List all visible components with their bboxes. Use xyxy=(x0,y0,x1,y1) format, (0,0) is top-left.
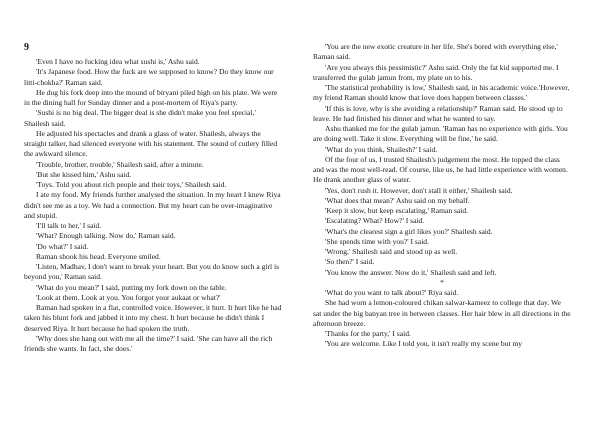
paragraph: 'What do you mean?' I said, putting my fork down on the table. xyxy=(36,282,227,292)
paragraph: 'Toys. Told you about rich people and their toys,' Shailesh said. xyxy=(36,180,227,189)
paragraph: 'Escalating? What? How?' I said. xyxy=(325,216,425,226)
paragraph: 'You are the new exotic creature in her life. She's bored with everything else,' Raman said. xyxy=(313,42,558,62)
paragraph: 'Listen, Madhav, I don't want to break your heart. But you do know such a girl is beyond you,' Raman said. xyxy=(24,262,280,282)
paragraph: 'Look at them. Look at you. You forgot your aukaat or what?' xyxy=(36,292,221,302)
paragraph: 'What does that mean?' Ashu said on my behalf. xyxy=(325,195,470,205)
paragraph: 'Keep it slow, but keep escalating,' Raman said. xyxy=(325,206,469,215)
paragraph: 'If this is love, why is she avoiding a relationship?' Raman said. He stood up to leave. He had finished his dinner and what he wanted to say. xyxy=(313,103,563,123)
paragraph: He adjusted his spectacles and drank a glass of water. Shailesh, always the straight talker, had silenced everyone with his statement. The sound of cutlery filled the awkward silence. xyxy=(24,128,278,159)
paragraph: 'You know the answer. Now do it,' Shailesh said and left. xyxy=(325,267,497,277)
paragraph: I ate my food. My friends further analysed the situation. In my heart I knew Riya didn't see me as a toy. We had a connection. But my heart can be over-imaginative and stupid. xyxy=(24,190,281,220)
paragraph: 'But she kissed him,' Ashu said. xyxy=(36,169,132,179)
paragraph: 'Do what?' I said. xyxy=(36,241,89,251)
paragraph: 'What do you want to talk about?' Riya said. xyxy=(325,288,459,297)
paragraph: 'The statistical probability is low,' Shailesh said, in his academic voice.'However, my friend Raman should know that love does happen between classes.' xyxy=(313,83,570,103)
paragraph: 'Even I have no fucking idea what sushi is,' Ashu said. xyxy=(36,57,200,66)
paragraph: 'Trouble, brother, trouble,' Shailesh said, after a minute. xyxy=(36,159,204,169)
paragraph: She had worn a lemon-coloured chikan salwar-kameez to college that day. We sat under the big banyan tree in between classes. Her hair blew in all directions in the afternoon breeze. xyxy=(313,298,571,328)
paragraph: 'Yes, don't rush it. However, don't stall it either,' Shailesh said. xyxy=(325,185,513,195)
paragraph: 'Sushi is no big deal. The bigger deal is she didn't make you feel special,' Shailesh said. xyxy=(24,108,256,128)
paragraph: 'It's Japanese food. How the fuck are we supposed to know? Do they know our litti-chokha?' Raman said. xyxy=(24,67,274,87)
paragraph: Raman shook his head. Everyone smiled. xyxy=(36,251,161,261)
paragraph: 'Wrong,' Shailesh said and stood up as well. xyxy=(325,247,458,256)
paragraph: He dug his fork deep into the mound of biryani piled high on his plate. We were in the dining hall for Sunday dinner and a post-mortem of Riya's party. xyxy=(24,87,278,107)
paragraph: Raman had spoken in a flat, controlled voice. However, it hurt. It hurt like he had taken his blunt fork and jabbed it into my chest. It hurt because he didn't think I deserved Riya. It hurt because he had spoken the truth. xyxy=(24,303,282,333)
scene-break: * xyxy=(440,277,444,287)
paragraph: 'Thanks for the party,' I said. xyxy=(325,329,411,338)
paragraph: 'Are you always this pessimistic?' Ashu said. Only the fat kid supported me. I transferred the gulab jamun from, my plate on to his. xyxy=(313,62,559,82)
paragraph: Of the four of us, I trusted Shailesh's judgement the most. He topped the class and was the most well-read. Of course, like us, he had little experience with women. He drank another glass of water. xyxy=(313,154,568,185)
paragraph: 'So then?' I said. xyxy=(325,257,375,267)
paragraph: 'She spends time with you?' I said. xyxy=(325,236,429,246)
paragraph: 'Why does she hang out with me all the time?' I said. 'She can have all the rich friends she wants. In fact, she does.' xyxy=(24,333,273,353)
left-text-column xyxy=(24,57,282,354)
paragraph: Ashu thanked me for the gulab jamun. 'Raman has no experience with girls. You are doing well. Take it slow. Everything will be fine,' he said. xyxy=(313,124,568,144)
paragraph: 'What? Enough talking. Now do,' Raman said. xyxy=(36,231,176,241)
right-text-column xyxy=(313,42,571,350)
paragraph: 'What's the clearest sign a girl likes you?' Shailesh said. xyxy=(325,226,493,236)
paragraph: 'You are welcome. Like I told you, it isn't really my scene but my xyxy=(325,339,523,349)
paragraph: 'What do you think, Shailesh?' I said. xyxy=(325,144,438,154)
paragraph: 'I'll talk to her,' I said. xyxy=(36,221,102,230)
chapter-number: 9 xyxy=(24,42,29,53)
